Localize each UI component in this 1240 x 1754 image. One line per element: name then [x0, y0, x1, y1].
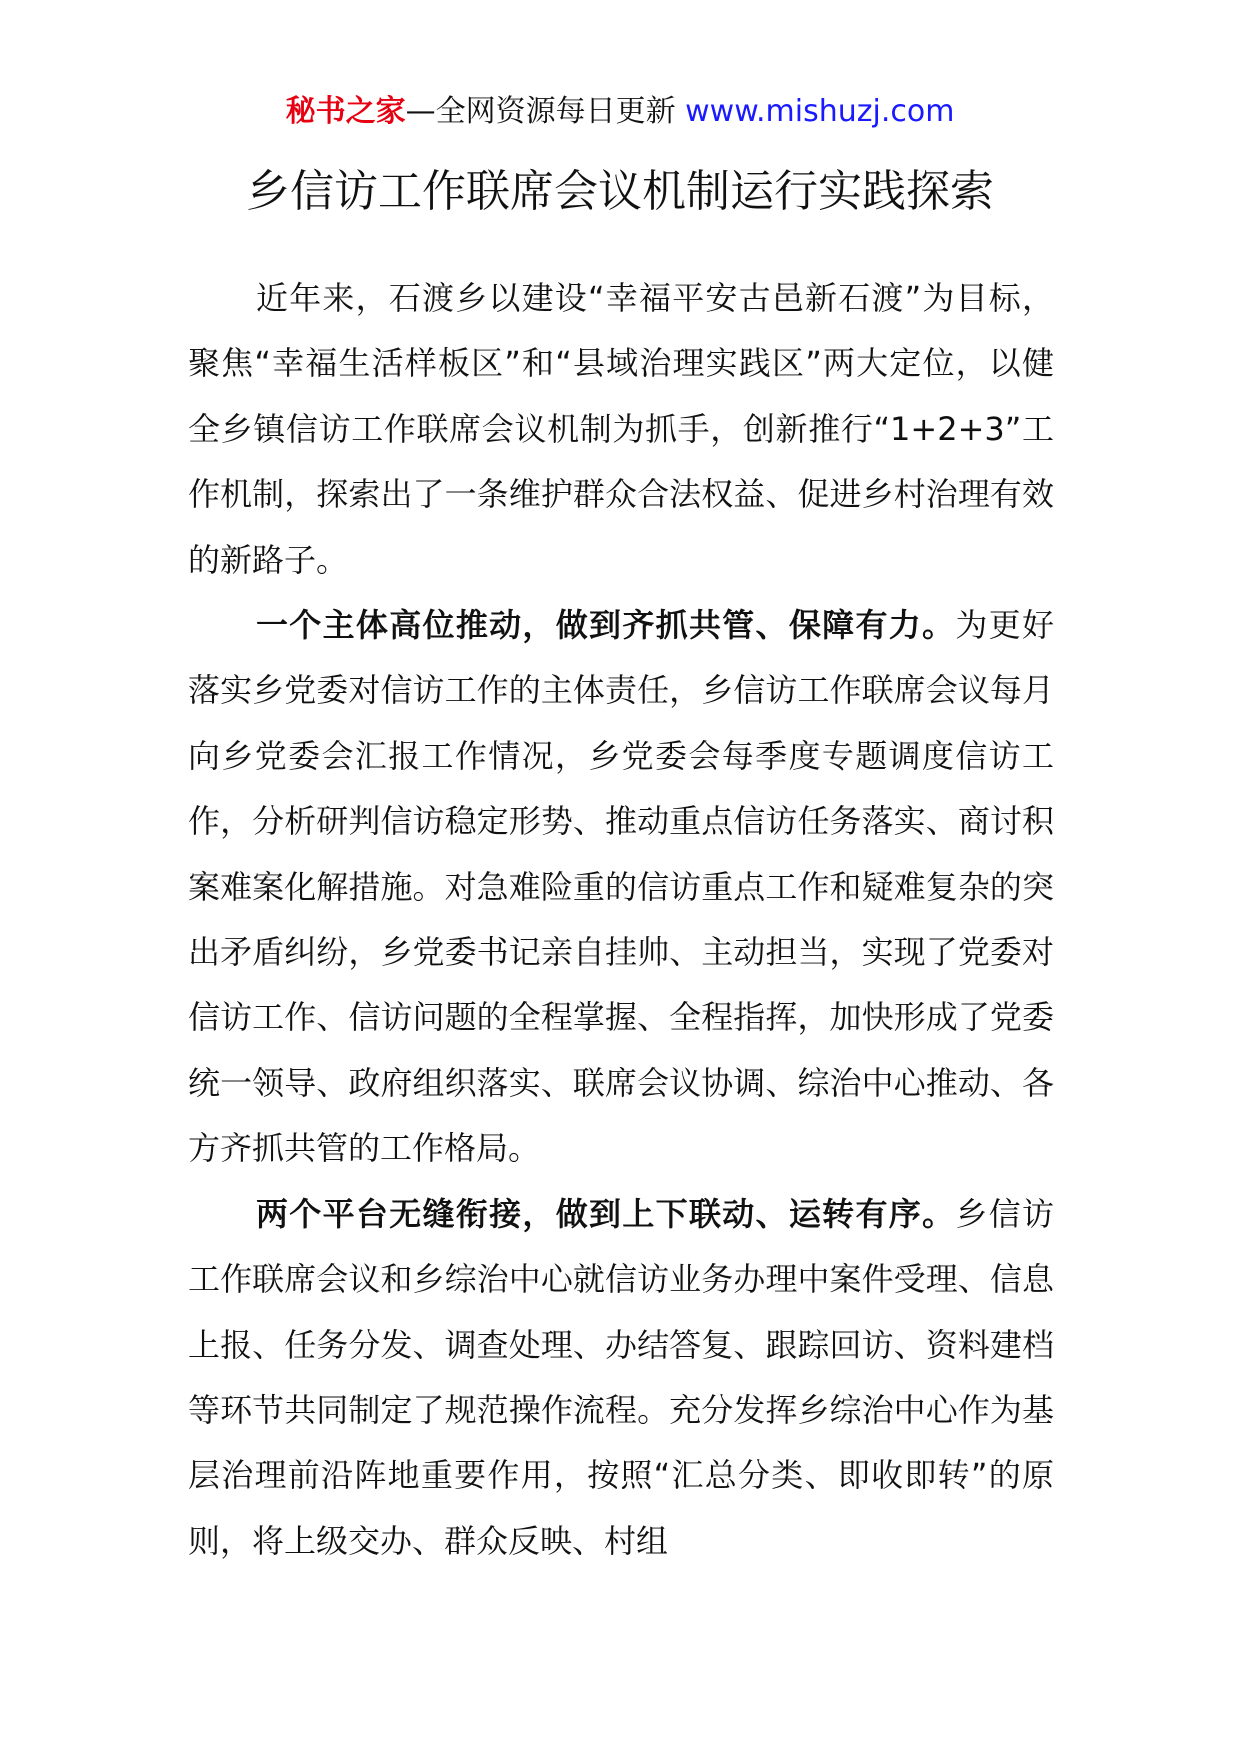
paragraph-text: 为更好落实乡党委对信访工作的主体责任，乡信访工作联席会议每月向乡党委会汇报工作情况，乡党委会每季度专题调度信访工作，分析研判信访稳定形势、推动重点信访任务落实、商讨积案难案化解措施。对急难险重的信访重点工作和疑难复杂的突出矛盾纠纷，乡党委书记亲自挂帅、主动担当，实现了党委对信访工作、信访问题的全程掌握、全程指挥，加快形成了党委统一领导、政府组织落实、联席会议协调、综治中心推动、各方齐抓共管的工作格局。 [188, 606, 1054, 1168]
paragraph-two-platforms [188, 1182, 1054, 1574]
paragraph-one-subject [188, 593, 1054, 1182]
paragraph-text: 乡信访工作联席会议和乡综治中心就信访业务办理中案件受理、信息上报、任务分发、调查处理、办结答复、跟踪回访、资料建档等环节共同制定了规范操作流程。充分发挥乡综治中心作为基层治理前沿阵地重要作用，按照“汇总分类、即收即转”的原则，将上级交办、群众反映、村组 [188, 1194, 1054, 1560]
paragraph-lead: 一个主体高位推动，做到齐抓共管、保障有力。 [256, 606, 956, 645]
header-tagline: —全网资源每日更新 [405, 94, 676, 129]
document-title: 乡信访工作联席会议机制运行实践探索 [246, 166, 994, 217]
site-url-link[interactable]: www.mishuzj.com [685, 94, 955, 129]
site-header [0, 92, 1240, 132]
paragraph-intro [188, 266, 1054, 593]
paragraph-lead: 两个平台无缝衔接，做到上下联动、运转有序。 [256, 1194, 956, 1233]
paragraph-text: 近年来，石渡乡以建设“幸福平安古邑新石渡”为目标，聚焦“幸福生活样板区”和“县域治理实践区”两大定位，以健全乡镇信访工作联席会议机制为抓手，创新推行“1+2+3”工作机制，探索出了一条维护群众合法权益、促进乡村治理有效的新路子。 [188, 279, 1054, 579]
brand-name: 秘书之家 [285, 94, 406, 129]
document-body [188, 266, 1054, 1574]
